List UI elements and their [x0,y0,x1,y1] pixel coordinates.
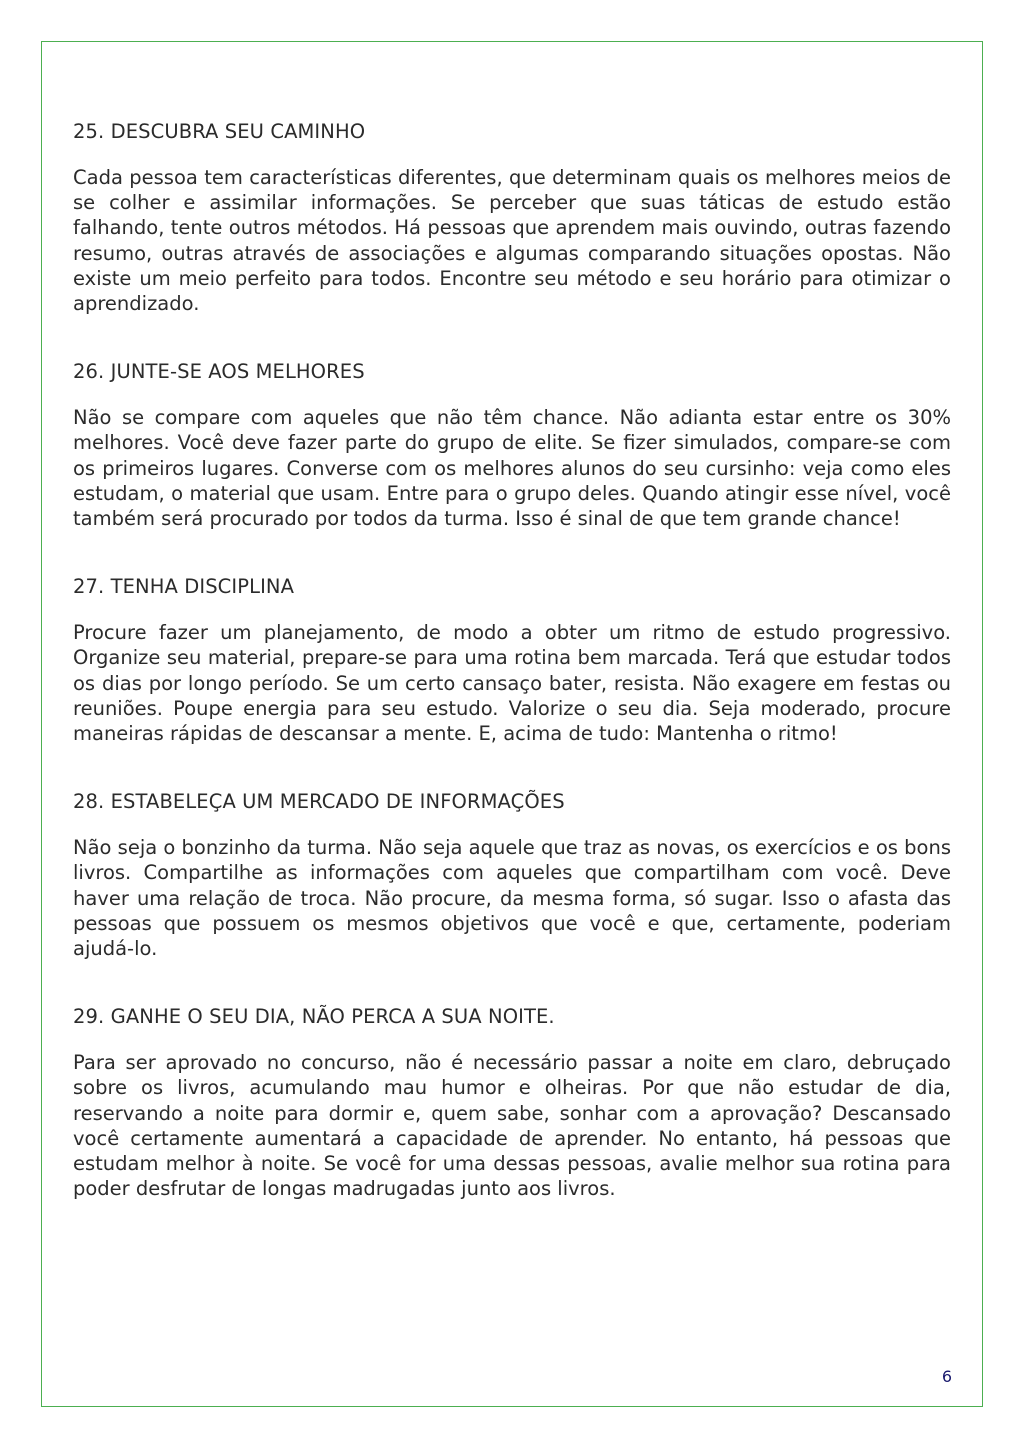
section-27 [73,574,951,746]
section-heading: 27. TENHA DISCIPLINA [73,575,295,599]
section-paragraph: Para ser aprovado no concurso, não é necessário passar a noite em claro, debruçado sobre os livros, acumulando mau humor e olheiras. Por que não estudar de dia, reservando a noite para dormir e, quem sabe, sonhar com a aprovação? Descansado você certamente aumentará a capacidade de aprender. No entanto, há pessoas que estudam melhor à noite. Se você for uma dessas pessoas, avalie melhor sua rotina para poder desfrutar de longas madrugadas junto aos livros. [73,1051,951,1201]
section-29 [73,1004,951,1201]
section-26 [73,359,951,531]
section-heading: 29. GANHE O SEU DIA, NÃO PERCA A SUA NOITE. [73,1005,555,1029]
section-paragraph: Não seja o bonzinho da turma. Não seja aquele que traz as novas, os exercícios e os bons livros. Compartilhe as informações com aqueles que compartilham com você. Deve haver uma relação de troca. Não procure, da mesma forma, só sugar. Isso o afasta das pessoas que possuem os mesmos objetivos que você e que, certamente, poderiam ajudá-lo. [73,836,951,961]
section-heading: 26. JUNTE-SE AOS MELHORES [73,360,365,384]
section-25 [73,119,951,316]
section-paragraph: Não se compare com aqueles que não têm chance. Não adianta estar entre os 30% melhores. Você deve fazer parte do grupo de elite. Se fizer simulados, compare-se com os primeiros lugares. Converse com os melhores alunos do seu cursinho: veja como eles estudam, o material que usam. Entre para o grupo deles. Quando atingir esse nível, você também será procurado por todos da turma. Isso é sinal de que tem grande chance! [73,406,951,531]
section-heading: 28. ESTABELEÇA UM MERCADO DE INFORMAÇÕES [73,790,565,814]
section-28 [73,789,951,961]
section-paragraph: Cada pessoa tem características diferentes, que determinam quais os melhores meios de se colher e assimilar informações. Se perceber que suas táticas de estudo estão falhando, tente outros métodos. Há pessoas que aprendem mais ouvindo, outras fazendo resumo, outras através de associações e algumas comparando situações opostas. Não existe um meio perfeito para todos. Encontre seu método e seu horário para otimizar o aprendizado. [73,166,951,316]
section-heading: 25. DESCUBRA SEU CAMINHO [73,120,366,143]
section-paragraph: Procure fazer um planejamento, de modo a obter um ritmo de estudo progressivo. Organize seu material, prepare-se para uma rotina bem marcada. Terá que estudar todos os dias por longo período. Se um certo cansaço bater, resista. Não exagere em festas ou reuniões. Poupe energia para seu estudo. Valorize o seu dia. Seja moderado, procure maneiras rápidas de descansar a mente. E, acima de tudo: Mantenha o ritmo! [73,621,951,746]
document-content [73,119,951,1201]
page-number: 6 [941,1367,952,1386]
